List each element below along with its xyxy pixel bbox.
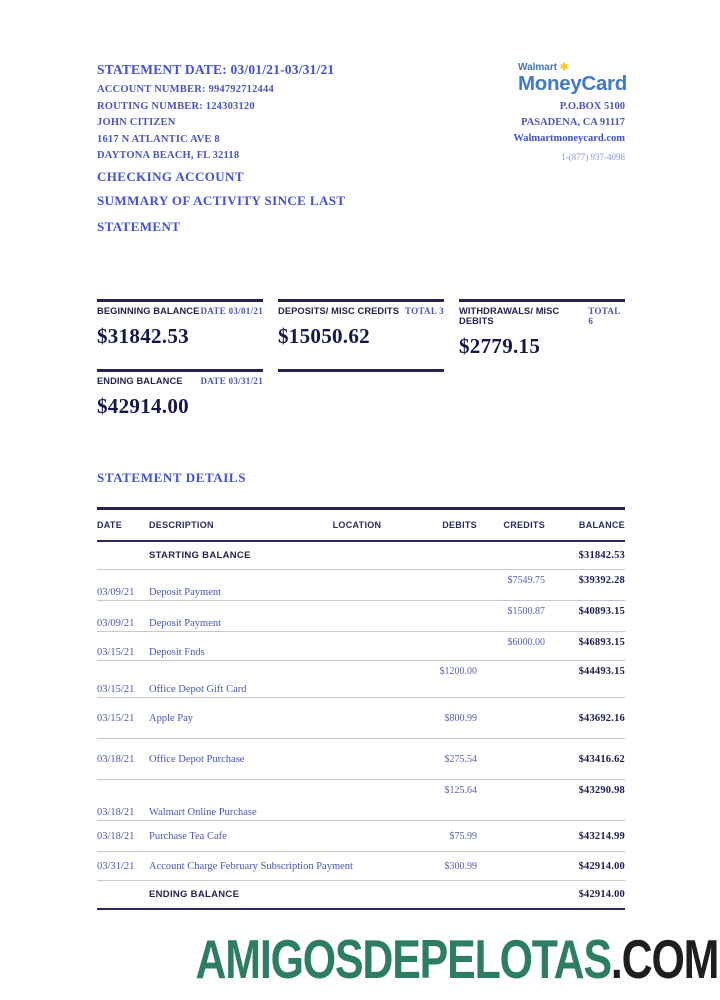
transaction-debit: $300.99 (444, 860, 477, 872)
column-header-description: DESCRIPTION (149, 520, 214, 530)
transaction-date: 03/15/21 (97, 684, 135, 695)
transaction-location (317, 570, 397, 600)
transaction-description: Apple Pay (149, 712, 194, 724)
routing-number: ROUTING NUMBER: 124303120 (97, 100, 255, 112)
account-number: ACCOUNT NUMBER: 994792712444 (97, 84, 274, 95)
transactions-table (97, 507, 625, 910)
transaction-debit (397, 601, 477, 606)
account-info-block (97, 62, 427, 237)
summary-heading-line2: STATEMENT (97, 219, 181, 234)
transaction-balance: $40893.15 (578, 606, 625, 617)
ending-balance-row-amount: $42914.00 (578, 889, 625, 900)
transaction-credit (477, 780, 545, 785)
ending-balance-amount: $42914.00 (97, 394, 189, 418)
table-row (97, 780, 625, 821)
transaction-date: 03/15/21 (97, 712, 135, 724)
starting-balance-row-amount: $31842.53 (578, 550, 625, 561)
deposits-total: TOTAL 3 (404, 306, 444, 316)
balance-summary-row2 (97, 369, 625, 419)
transaction-location (317, 601, 397, 631)
beginning-balance-box (97, 299, 263, 359)
transaction-date: 03/31/21 (97, 860, 135, 872)
transaction-credit: $7549.75 (507, 575, 545, 586)
transaction-description: Purchase Tea Cafe (149, 830, 227, 842)
table-row (97, 739, 625, 780)
ending-balance-row-label: ENDING BALANCE (149, 889, 240, 900)
transaction-credit: $1500.87 (507, 606, 545, 617)
column-header-balance: BALANCE (578, 520, 625, 530)
transaction-location (317, 780, 397, 820)
transaction-balance: $39392.28 (578, 575, 625, 586)
walmart-text: Walmart (518, 62, 558, 73)
table-row (97, 601, 625, 632)
transaction-description: Account Charge February Subscription Payment (149, 860, 353, 872)
table-row (97, 570, 625, 601)
column-header-credits: CREDITS (503, 520, 545, 530)
transaction-description: Deposit Fnds (149, 647, 205, 658)
walmart-spark-icon: ✱ (559, 62, 569, 73)
transaction-date: 03/18/21 (97, 753, 135, 765)
transaction-date: 03/15/21 (97, 647, 135, 658)
account-type: CHECKING ACCOUNT (97, 169, 244, 184)
column-header-debits: DEBITS (442, 520, 477, 530)
transaction-credit (477, 661, 545, 666)
transaction-balance: $46893.15 (578, 637, 625, 648)
statement-date: STATEMENT DATE: 03/01/21-03/31/21 (97, 62, 335, 77)
transaction-date: 03/09/21 (97, 587, 135, 598)
summary-row2-spacer (459, 369, 625, 419)
transaction-credit: $6000.00 (507, 637, 545, 648)
transaction-balance: $42914.00 (578, 860, 625, 872)
transaction-date: 03/18/21 (97, 807, 135, 818)
transaction-description: Office Depot Gift Card (149, 684, 247, 695)
column-header-date: DATE (97, 520, 123, 530)
ending-balance-label: ENDING BALANCE (97, 376, 183, 386)
address-line2: DAYTONA BEACH, FL 32118 (97, 150, 240, 161)
deposits-box-bottom-rule (278, 369, 444, 372)
starting-balance-row-label: STARTING BALANCE (149, 550, 251, 561)
summary-heading-line1: SUMMARY OF ACTIVITY SINCE LAST (97, 193, 346, 208)
ending-balance-box (97, 369, 263, 419)
ending-balance-row (97, 881, 625, 910)
transaction-debit: $800.99 (444, 712, 477, 724)
customer-name: JOHN CITIZEN (97, 117, 176, 128)
statement-header (97, 62, 625, 237)
withdrawals-label: WITHDRAWALS/ MISC DEBITS (459, 306, 560, 326)
issuer-po-box: P.O.BOX 5100 (559, 101, 625, 112)
table-row (97, 632, 625, 661)
beginning-balance-label: BEGINNING BALANCE (97, 306, 200, 316)
table-row (97, 661, 625, 698)
withdrawals-amount: $2779.15 (459, 334, 541, 358)
starting-balance-row (97, 542, 625, 570)
transaction-description: Deposit Payment (149, 587, 222, 598)
issuer-website: Walmartmoneycard.com (513, 133, 625, 144)
issuer-city: PASADENA, CA 91117 (521, 117, 625, 128)
moneycard-logo (480, 62, 625, 96)
transaction-date: 03/18/21 (97, 830, 135, 842)
moneycard-wordmark: MoneyCard (518, 72, 627, 95)
ending-balance-date: DATE 03/31/21 (200, 376, 263, 386)
transaction-balance: $43290.98 (578, 785, 625, 796)
withdrawals-total: TOTAL 6 (588, 306, 621, 326)
transaction-debit (397, 570, 477, 575)
transaction-debit: $1200.00 (439, 666, 477, 677)
transaction-location (317, 632, 397, 660)
transaction-debit (397, 632, 477, 637)
issuer-block (480, 62, 625, 237)
watermark-suffix-text: .COM (610, 928, 718, 990)
transaction-description: Deposit Payment (149, 618, 222, 629)
transaction-balance: $43214.99 (578, 830, 625, 842)
column-header-location: LOCATION (332, 520, 382, 530)
deposits-box (278, 299, 444, 359)
transaction-balance: $43692.16 (578, 712, 625, 724)
transaction-location (317, 661, 397, 697)
withdrawals-box (459, 299, 625, 359)
transaction-rows (97, 570, 625, 881)
transaction-debit: $125.64 (444, 785, 477, 796)
transaction-balance: $44493.15 (578, 666, 625, 677)
table-row (97, 852, 625, 881)
table-row (97, 821, 625, 852)
transaction-description: Walmart Online Purchase (149, 807, 257, 818)
transaction-date: 03/09/21 (97, 618, 135, 629)
deposits-label: DEPOSITS/ MISC CREDITS (278, 306, 400, 316)
transaction-debit: $275.54 (444, 753, 477, 765)
transaction-balance: $43416.62 (578, 753, 625, 765)
site-watermark (195, 928, 718, 990)
watermark-main-text: AMIGOSDEPELOTAS (195, 928, 611, 990)
table-row (97, 698, 625, 739)
statement-details-title: STATEMENT DETAILS (97, 470, 247, 485)
deposits-amount: $15050.62 (278, 324, 370, 348)
beginning-balance-amount: $31842.53 (97, 324, 189, 348)
transaction-description: Office Depot Purchase (149, 753, 245, 765)
address-line1: 1617 N ATLANTIC AVE 8 (97, 133, 220, 145)
beginning-balance-date: DATE 03/01/21 (200, 306, 263, 316)
transaction-debit: $75.99 (449, 830, 477, 842)
issuer-phone: 1-(877) 937-4098 (561, 152, 625, 162)
table-header-row (97, 507, 625, 542)
balance-summary-row1 (97, 299, 625, 359)
